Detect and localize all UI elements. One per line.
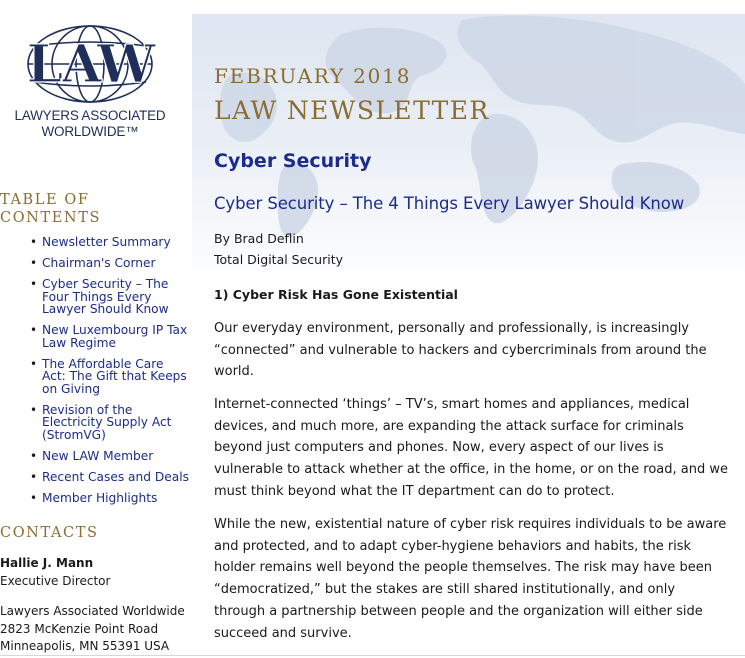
toc-item-affordable-care-act[interactable] [30, 358, 190, 396]
law-logo[interactable] [0, 24, 180, 154]
author-affiliation: Total Digital Security [214, 252, 344, 267]
article-subhead: 1) Cyber Risk Has Gone Existential [214, 287, 458, 302]
toc-link[interactable]: Revision of the Electricity Supply Act (StromVG) [42, 402, 172, 442]
toc-link[interactable]: New LAW Member [42, 448, 154, 463]
toc-item-cyber-security[interactable] [30, 278, 190, 316]
bottom-divider [0, 655, 745, 656]
toc-item-chairmans-corner[interactable] [30, 257, 190, 270]
toc-list [30, 236, 190, 513]
article-byline: By Brad Deflin [214, 231, 304, 246]
address-line: Minneapolis, MN 55391 USA [0, 639, 170, 653]
toc-item-recent-cases[interactable] [30, 471, 190, 484]
toc-item-luxembourg-ip-tax[interactable] [30, 324, 190, 349]
address-line: Lawyers Associated Worldwide [0, 604, 185, 618]
article-title: Cyber Security – The 4 Things Every Lawyer Should Know [214, 194, 685, 213]
svg-text:LAW: LAW [26, 34, 154, 95]
article-paragraph: Our everyday environment, personally and professionally, is increasingly “connected” and vulnerable to hackers and cybercriminals from around the world. [214, 321, 707, 380]
contacts-heading: CONTACTS [0, 525, 99, 541]
toc-item-newsletter-summary[interactable] [30, 236, 190, 249]
toc-heading: TABLE OF CONTENTS [0, 192, 102, 226]
globe-logo-icon [4, 24, 176, 104]
address-line: 2823 McKenzie Point Road [0, 621, 159, 636]
article-paragraph: Internet-connected ‘things’ – TV’s, smart homes and appliances, medical devices, and much more, are expanding the attack surface for criminals beyond just computers and phones. Now, every aspect of our lives is vulnerable to attack whether at the office, in the home, or on the road, and we must think beyond what the IT department can do to protect. [214, 397, 728, 499]
contact-address [0, 603, 185, 656]
toc-item-member-highlights[interactable] [30, 492, 190, 505]
logo-line-2: WORLDWIDE™ [41, 124, 139, 139]
toc-item-electricity-supply-act[interactable] [30, 404, 190, 442]
section-title: Cyber Security [214, 150, 372, 172]
toc-link[interactable]: Chairman's Corner [42, 256, 156, 270]
toc-link[interactable]: Newsletter Summary [42, 235, 171, 249]
toc-item-new-law-member[interactable] [30, 450, 190, 463]
issue-date: FEBRUARY 2018 [214, 64, 412, 88]
toc-link[interactable]: The Affordable Care Act: The Gift that Keeps on Giving [42, 356, 187, 396]
toc-link[interactable]: Cyber Security – The Four Things Every Lawyer Should Know [42, 277, 169, 316]
toc-link[interactable]: Member Highlights [42, 490, 158, 505]
logo-line-1: LAWYERS ASSOCIATED [14, 108, 166, 123]
contact-name: Hallie J. Mann [0, 556, 94, 570]
toc-link[interactable]: New Luxembourg IP Tax Law Regime [42, 323, 188, 350]
newsletter-title: LAW NEWSLETTER [214, 96, 490, 125]
article-paragraph: While the new, existential nature of cyber risk requires individuals to be aware and protected, and to adapt cyber-hygiene behaviors and habits, the risk holder remains well beyond the people themselves. The risk may have been “democratized,” but the stakes are still shared institutionally, and only through a partnership between people and the organization will either side succeed and survive. [214, 517, 727, 641]
contact-role: Executive Director [0, 574, 111, 588]
toc-link[interactable]: Recent Cases and Deals [42, 469, 189, 484]
